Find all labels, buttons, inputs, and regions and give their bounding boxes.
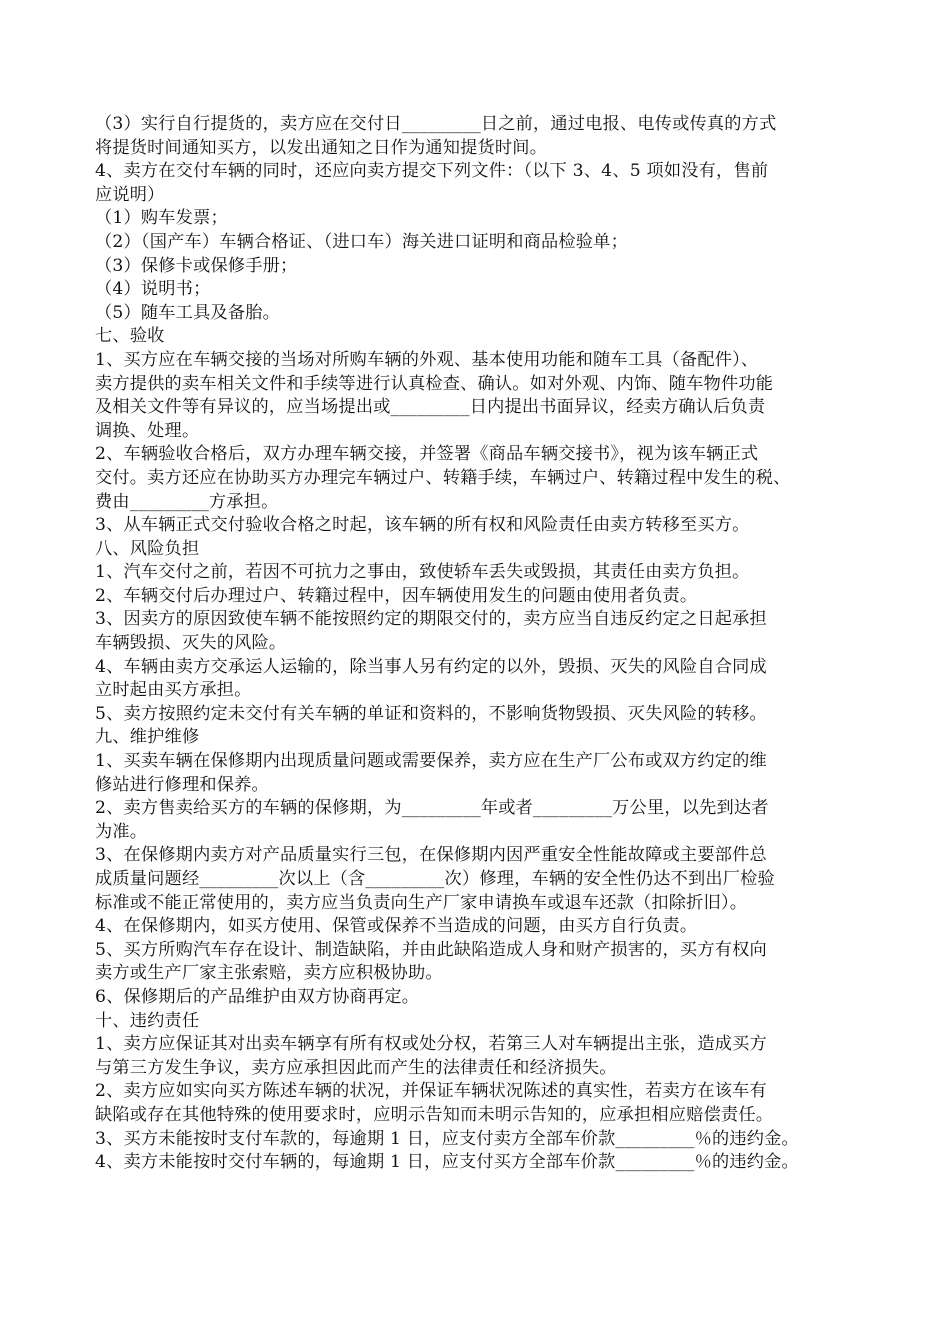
text-line: 6、保修期后的产品维护由双方协商再定。 <box>95 986 420 1007</box>
text-line: 5、买方所购汽车存在设计、制造缺陷，并由此缺陷造成人身和财产损害的，买方有权向 <box>95 939 767 960</box>
text-line: 3、在保修期内卖方对产品质量实行三包，在保修期内因严重安全性能故障或主要部件总 <box>95 845 767 866</box>
text-line: 4、在保修期内，如买方使用、保管或保养不当造成的问题，由买方自行负责。 <box>95 916 698 937</box>
text-line: 卖方或生产厂家主张索赔，卖方应积极协助。 <box>95 963 443 984</box>
text-line: （4）说明书； <box>95 279 211 300</box>
contract-page <box>95 113 870 1175</box>
text-line: （3）实行自行提货的，卖方应在交付日_________日之前，通过电报、电传或传真的方式 <box>95 114 777 134</box>
text-line: 应说明） <box>95 184 165 205</box>
text-line: （3）保修卡或保修手册； <box>95 255 298 276</box>
text-line: 为准。 <box>95 821 148 842</box>
text-line: （2）（国产车）车辆合格证、（进口车）海关进口证明和商品检验单； <box>95 231 628 252</box>
text-line: 八、风险负担 <box>95 538 200 559</box>
text-line: 2、卖方应如实向买方陈述车辆的状况，并保证车辆状况陈述的真实性，若卖方在该车有 <box>95 1081 767 1102</box>
text-line: 调换、处理。 <box>95 420 200 441</box>
text-line: 修站进行修理和保养。 <box>95 774 269 795</box>
text-line: 交付。卖方还应在协助买方办理完车辆过户、转籍手续，车辆过户、转籍过程中发生的税、 <box>95 467 791 488</box>
text-line: 标准或不能正常使用的，卖方应当负责向生产厂家申请换车或退车还款（扣除折旧）。 <box>95 892 748 913</box>
text-line: 九、维护维修 <box>95 727 200 748</box>
text-line: 十、违约责任 <box>95 1010 200 1031</box>
text-line: 4、卖方在交付车辆的同时，还应向卖方提交下列文件：（以下 3、4、5 项如没有，售前 <box>95 161 769 182</box>
text-line: 与第三方发生争议，卖方应承担因此而产生的法律责任和经济损失。 <box>95 1057 617 1078</box>
text-line: 1、汽车交付之前，若因不可抗力之事由，致使轿车丢失或毁损，其责任由卖方负担。 <box>95 562 750 583</box>
text-line: 2、车辆交付后办理过户、转籍过程中，因车辆使用发生的问题由使用者负责。 <box>95 585 698 606</box>
text-line: 3、买方未能按时支付车款的，每逾期 1 日，应支付卖方全部车价款_________％的违约金。 <box>95 1128 799 1149</box>
text-line: 立时起由买方承担。 <box>95 680 252 701</box>
text-line: 费由_________方承担。 <box>95 491 279 512</box>
text-line: （1）购车发票； <box>95 208 228 229</box>
text-line: （5）随车工具及备胎。 <box>95 302 281 323</box>
text-line: 成质量问题经_________次以上（含_________次）修理，车辆的安全性仍达不到出厂检验 <box>95 869 775 889</box>
text-line: 1、买卖车辆在保修期内出现质量问题或需要保养，卖方应在生产厂公布或双方约定的维 <box>95 751 767 772</box>
text-line: 1、卖方应保证其对出卖车辆享有所有权或处分权，若第三人对车辆提出主张，造成买方 <box>95 1034 767 1055</box>
text-line: 七、验收 <box>95 326 165 347</box>
text-line: 及相关文件等有异议的，应当场提出或_________日内提出书面异议，经卖方确认后负责 <box>95 397 766 418</box>
text-line: 4、车辆由卖方交承运人运输的，除当事人另有约定的以外，毁损、灭失的风险自合同成 <box>95 656 767 677</box>
text-line: 2、车辆验收合格后，双方办理车辆交接，并签署《商品车辆交接书》，视为该车辆正式 <box>95 444 759 465</box>
text-line: 4、卖方未能按时交付车辆的，每逾期 1 日，应支付买方全部车价款_________％的违约金。 <box>95 1152 799 1173</box>
text-line: 5、卖方按照约定未交付有关车辆的单证和资料的，不影响货物毁损、灭失风险的转移。 <box>95 703 767 724</box>
text-line: 缺陷或存在其他特殊的使用要求时，应明示告知而未明示告知的，应承担相应赔偿责任。 <box>95 1104 774 1125</box>
text-line: 卖方提供的卖车相关文件和手续等进行认真检查、确认。如对外观、内饰、随车物件功能 <box>95 373 774 394</box>
text-line: 3、从车辆正式交付验收合格之时起，该车辆的所有权和风险责任由卖方转移至买方。 <box>95 515 750 536</box>
text-line: 1、买方应在车辆交接的当场对所购车辆的外观、基本使用功能和随车工具（备配件）、 <box>95 349 759 370</box>
text-line: 将提货时间通知买方，以发出通知之日作为通知提货时间。 <box>95 137 548 158</box>
text-line: 车辆毁损、灭失的风险。 <box>95 633 287 654</box>
text-line: 3、因卖方的原因致使车辆不能按照约定的期限交付的，卖方应当自违反约定之日起承担 <box>95 609 767 630</box>
text-line: 2、卖方售卖给买方的车辆的保修期，为_________年或者_________万公里，以先到达者 <box>95 798 769 819</box>
